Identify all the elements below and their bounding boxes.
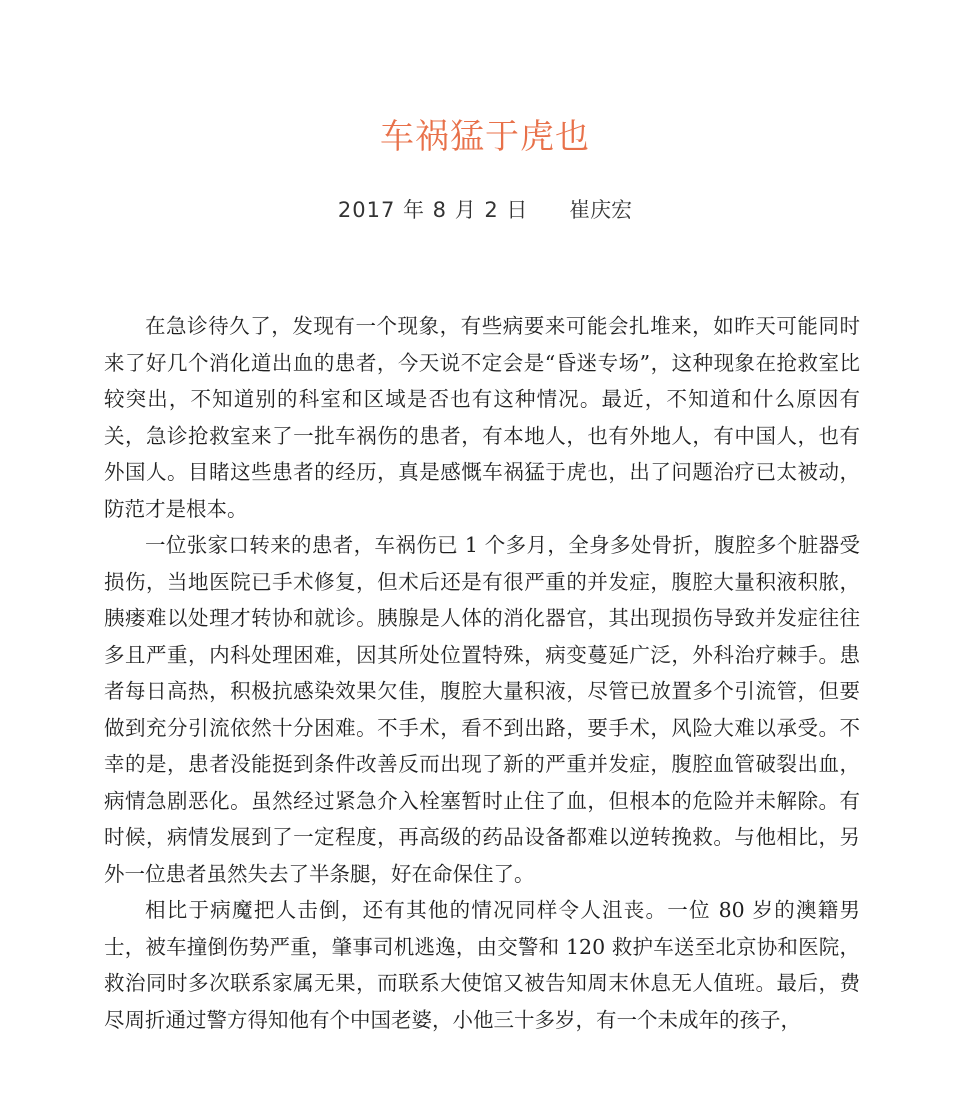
paragraph-3: 相比于病魔把人击倒，还有其他的情况同样令人沮丧。一位 80 岁的澳籍男士，被车撞倒伤势严重，肇事司机逃逸，由交警和 120 救护车送至北京协和医院，救治同时多次联系家属无果，而联系大使馆又被告知周末休息无人值班。最后，费尽周折通过警方得知他有个中国老婆，小他三十多岁，有一个未成年的孩子， xyxy=(104,898,860,1032)
article-author: 崔庆宏 xyxy=(569,198,633,222)
paragraph-1: 在急诊待久了，发现有一个现象，有些病要来可能会扎堆来，如昨天可能同时来了好几个消化道出血的患者，今天说不定会是“昏迷专场”，这种现象在抢救室比较突出，不知道别的科室和区域是否也有这种情况。最近，不知道和什么原因有关，急诊抢救室来了一批车祸伤的患者，有本地人，也有外地人，有中国人，也有外国人。目睹这些患者的经历，真是感慨车祸猛于虎也，出了问题治疗已太被动，防范才是根本。 xyxy=(104,314,860,521)
article-byline xyxy=(0,193,970,227)
article-title: 车祸猛于虎也 xyxy=(380,117,590,157)
paragraph-2: 一位张家口转来的患者，车祸伤已 1 个多月，全身多处骨折，腹腔多个脏器受损伤，当地医院已手术修复，但术后还是有很严重的并发症，腹腔大量积液积脓，胰瘘难以处理才转协和就诊。胰腺是人体的消化器官，其出现损伤导致并发症往往多且严重，内科处理困难，因其所处位置特殊，病变蔓延广泛，外科治疗棘手。患者每日高热，积极抗感染效果欠佳，腹腔大量积液，尽管已放置多个引流管，但要做到充分引流依然十分困难。不手术，看不到出路，要手术，风险大难以承受。不幸的是，患者没能挺到条件改善反而出现了新的严重并发症，腹腔血管破裂出血，病情急剧恶化。虽然经过紧急介入栓塞暂时止住了血，但根本的危险并未解除。有时候，病情发展到了一定程度，再高级的药品设备都难以逆转挽救。与他相比，另外一位患者虽然失去了半条腿，好在命保住了。 xyxy=(104,533,860,886)
article-date: 2017 年 8 月 2 日 xyxy=(337,198,529,222)
article-body xyxy=(104,308,860,1038)
